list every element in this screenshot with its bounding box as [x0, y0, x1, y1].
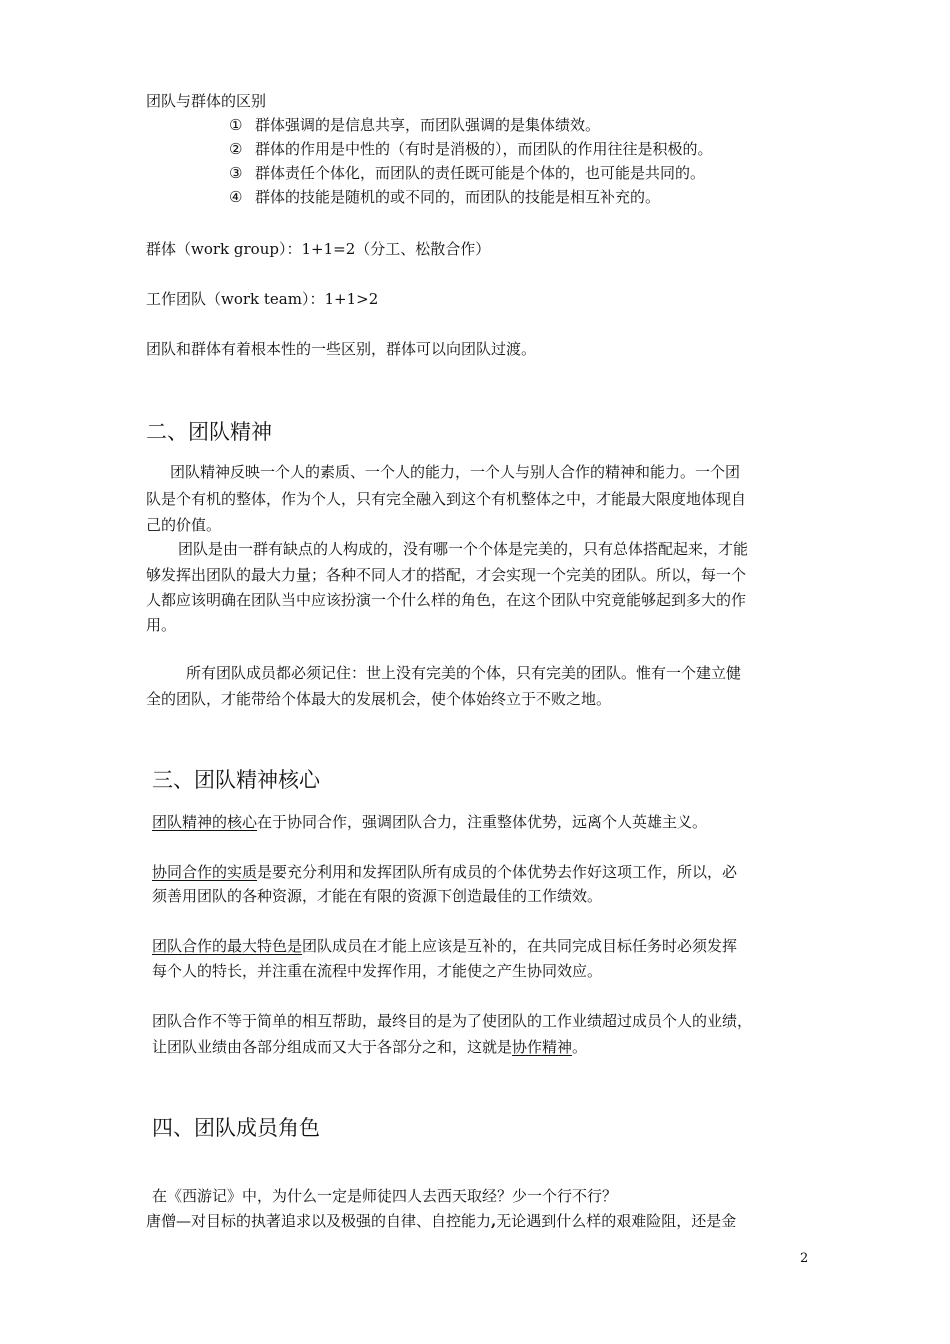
difference-mark: ②	[229, 140, 243, 158]
intro-summary: 团队和群体有着根本性的一些区别，群体可以向团队过渡。	[146, 340, 537, 358]
difference-item-2	[229, 138, 713, 160]
paragraph-line: 人都应该明确在团队当中应该扮演一个什么样的角色，在这个团队中究竟能够起到多大的作	[146, 591, 747, 609]
core-statement-text: 在于协同合作，强调团队合力，注重整体优势，远离个人英雄主义。	[257, 813, 708, 831]
section-heading-team-member-roles: 四、团队成员角色	[152, 1116, 320, 1140]
underlined-term: 协作精神	[512, 1038, 573, 1056]
difference-text: 群体的技能是随机的或不同的，而团队的技能是相互补充的。	[255, 188, 661, 206]
difference-item-3	[229, 162, 705, 184]
group-definition: 群体（work group）：1+1=2（分工、松散合作）	[146, 240, 491, 258]
difference-item-4	[229, 186, 660, 208]
paragraph-line: 队是个有机的整体，作为个人，只有完全融入到这个有机整体之中，才能最大限度地体现自	[146, 490, 747, 508]
underlined-term: 团队精神的核心	[152, 813, 258, 831]
difference-text: 群体责任个体化，而团队的责任既可能是个体的，也可能是共同的。	[255, 164, 706, 182]
tang-text: 唐僧—对目标的执著追求以及极强的自律、自控能力	[146, 1212, 492, 1230]
difference-mark: ③	[229, 164, 243, 182]
section-heading-team-spirit-core: 三、团队精神核心	[152, 768, 320, 792]
paragraph-line: 须善用团队的各种资源，才能在有限的资源下创造最佳的工作绩效。	[152, 887, 603, 905]
difference-item-1	[229, 114, 600, 136]
feature-statement	[152, 935, 737, 957]
paragraph-line: 己的价值。	[146, 516, 222, 534]
paragraph-line: 团队合作不等于简单的相互帮助，最终目的是为了使团队的工作业绩超过成员个人的业绩，	[152, 1012, 753, 1030]
section-heading-team-spirit: 二、团队精神	[146, 420, 272, 444]
tang-comma: ,	[491, 1212, 497, 1230]
paragraph-line: 用。	[146, 616, 177, 634]
paragraph-line: 团队是由一群有缺点的人构成的，没有哪一个个体是完美的，只有总体搭配起来，才能	[178, 540, 749, 558]
intro-title: 团队与群体的区别	[146, 92, 267, 110]
cooperation-conclusion	[152, 1036, 587, 1058]
paragraph-line: 团队精神反映一个人的素质、一个人的能力，一个人与别人合作的精神和能力。一个团	[170, 463, 741, 481]
cooperation-end: 。	[572, 1038, 588, 1056]
essence-statement	[152, 861, 737, 883]
paragraph-line: 所有团队成员都必须记住：世上没有完美的个体，只有完美的团队。惟有一个建立健	[186, 664, 742, 682]
core-statement	[152, 811, 707, 833]
paragraph-line: 每个人的特长，并注重在流程中发挥作用，才能使之产生协同效应。	[152, 962, 603, 980]
tang-seng-description	[146, 1210, 736, 1232]
feature-statement-text: 团队成员在才能上应该是互补的，在共同完成目标任务时必须发挥	[302, 937, 738, 955]
paragraph-line: 够发挥出团队的最大力量；各种不同人才的搭配，才会实现一个完美的团队。所以，每一个	[146, 566, 747, 584]
cooperation-text: 让团队业绩由各部分组成而又大于各部分之和，这就是	[152, 1038, 513, 1056]
page-number: 2	[800, 1251, 809, 1266]
difference-text: 群体强调的是信息共享，而团队强调的是集体绩效。	[255, 116, 601, 134]
underlined-term: 团队合作的最大特色是	[152, 937, 303, 955]
paragraph-line: 在《西游记》中，为什么一定是师徒四人去西天取经？少一个行不行？	[152, 1187, 618, 1205]
underlined-term: 协同合作的实质	[152, 863, 258, 881]
difference-text: 群体的作用是中性的（有时是消极的），而团队的作用往往是积极的。	[255, 140, 713, 158]
difference-mark: ①	[229, 116, 243, 134]
paragraph-line: 全的团队，才能带给个体最大的发展机会，使个体始终立于不败之地。	[146, 690, 612, 708]
team-definition: 工作团队（work team）：1+1>2	[146, 290, 379, 308]
difference-mark: ④	[229, 188, 243, 206]
tang-text-continued: 无论遇到什么样的艰难险阻，还是金	[496, 1212, 737, 1230]
essence-statement-text: 是要充分利用和发挥团队所有成员的个体优势去作好这项工作，所以，必	[257, 863, 738, 881]
